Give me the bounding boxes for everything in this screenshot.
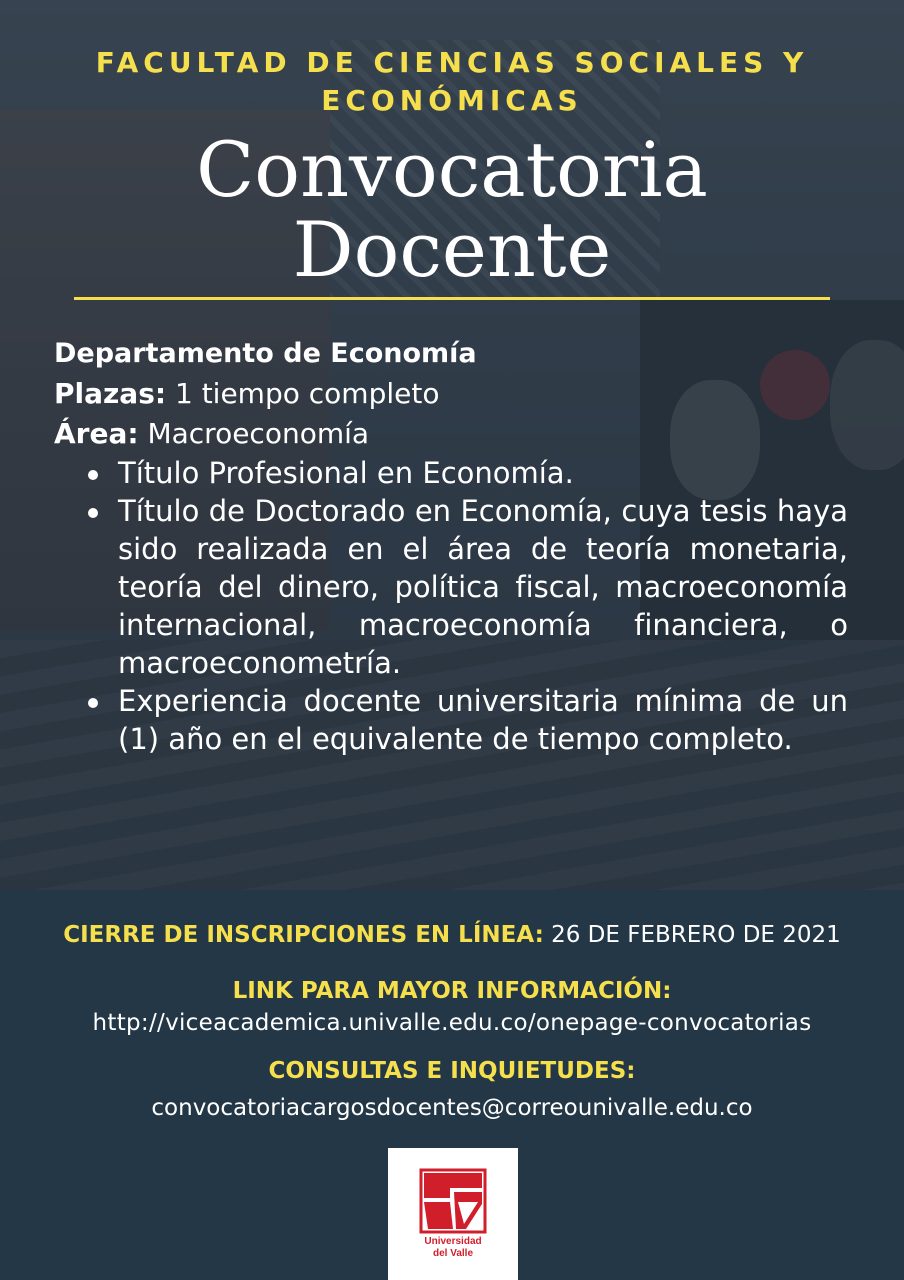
poster-title <box>40 125 864 294</box>
plazas-line <box>54 374 854 414</box>
faculty-heading: FACULTAD DE CIENCIAS SOCIALES Y ECONÓMICAS <box>95 46 809 117</box>
info-link[interactable]: http://viceacademica.univalle.edu.co/onepage-convocatorias <box>92 1010 812 1036</box>
deadline-line <box>0 922 904 948</box>
plazas-label: Plazas: <box>54 377 167 410</box>
univalle-logo-icon <box>388 1148 518 1280</box>
info-panel <box>0 890 904 1280</box>
area-label: Área: <box>54 417 139 450</box>
logo-line-2: del Valle <box>432 1248 474 1259</box>
contact-email-link[interactable]: convocatoriacargosdocentes@correounivalle.edu.co <box>151 1095 753 1121</box>
requirement-item: Título de Doctorado en Economía, cuya tesis haya sido realizada en el área de teoría monetaria, teoría del dinero, política fiscal, macroeconomía internacional, macroeconomía financiera, o macroeconometría. <box>118 492 854 682</box>
logo-line-1: Universidad <box>424 1236 482 1247</box>
requirement-item: Título Profesional en Economía. <box>118 454 854 492</box>
position-details <box>54 334 854 758</box>
requirement-item: Experiencia docente universitaria mínima de un (1) año en el equivalente de tiempo completo. <box>118 682 854 758</box>
department-name: Departamento de Economía <box>54 338 477 369</box>
deadline-label: CIERRE DE INSCRIPCIONES EN LÍNEA: <box>63 922 544 948</box>
area-line <box>54 414 854 454</box>
contact-label: CONSULTAS E INQUIETUDES: <box>268 1058 636 1084</box>
requirements-list <box>54 454 854 758</box>
link-label: LINK PARA MAYOR INFORMACIÓN: <box>232 978 672 1004</box>
area-value: Macroeconomía <box>147 417 370 450</box>
title-line-2: Docente <box>292 205 612 294</box>
univalle-logo <box>388 1148 518 1280</box>
plazas-value: 1 tiempo completo <box>174 377 440 410</box>
title-line-1: Convocatoria <box>196 125 708 214</box>
deadline-value: 26 DE FEBRERO DE 2021 <box>551 922 841 948</box>
title-divider <box>74 297 830 300</box>
